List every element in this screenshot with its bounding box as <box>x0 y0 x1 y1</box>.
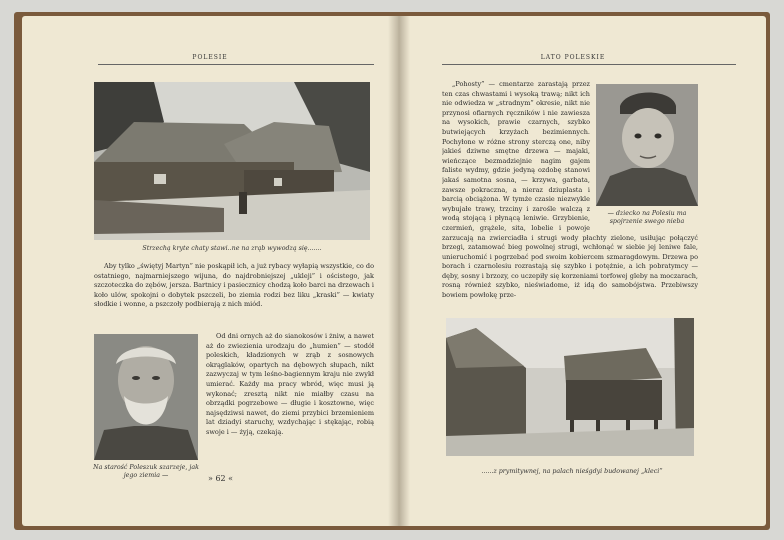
portrait-text-wrap-spacer <box>590 80 698 226</box>
right-paragraph-1 <box>442 80 698 316</box>
left-paragraph-2: Od dni ornych aż do sianokosów i żniw, a nawet aż do zwiezienia urodzaju do „humien” — stodół poleskich, kładzionych w zrąb z sosnowych okrąglaków, opartych na dębowych słupach, nikt zazwyczaj w tym leśno-bagiennym kraju nie zwykł umierać. Każdy ma pracy wbród, więc musi ją wykonać; zresztą nikt nie miałby czasu na obrządki pogrzebowe — długie i kosztowne, więc najsędziwsi nawet, do ziemi przybici brzemieniem lat dziadyi staruchy, wzdychając i stękając, robią swoje i — żyją, czekają. <box>206 332 374 436</box>
page-number: » 62 « <box>208 474 234 483</box>
old-man-portrait-caption: Na starość Poleszuk szarzeje, jak jego ziemia — <box>93 464 199 479</box>
book-gutter <box>388 16 410 526</box>
huts-on-stilts-photo <box>446 318 694 456</box>
left-header-rule <box>98 64 374 65</box>
huts-photo-caption: Strzechą kryte chaty stawi..ne na zrąb wywodzą się....... <box>142 245 322 252</box>
thatched-huts-photo <box>94 82 370 240</box>
left-page <box>22 16 398 526</box>
left-paragraph-1: Aby tylko „świętyj Martyn” nie poskąpił ich, a już rybacy wyłapią wszystkie, co do ostatniego, najmarniejszego wijuna, do najdrobniejszej „ukleji” i ościstego, jak szczoteczka do zębów, jersza. Bartnicy i pasiecznicy chodzą koło barci na drzewach i koło ulów, spokojni o dobytek pszczeli, bo ziemia rodzi bez liku „kraski” — kwiaty słodkie i wonne, a pszczoły podbierają z nich miód. <box>94 262 374 309</box>
old-man-portrait-photo <box>94 334 198 460</box>
child-portrait-caption: — dziecko na Polesiu ma spojrzenie swego nieba <box>607 210 687 225</box>
right-paragraph-1-text: „Pohosty” — cmentarze zarastają przez ten czas chwastami i wysoką trawą; nikt ich nie odwiedza w „stradnym” okresie, nikt nie przynosi ofiarnych ręczników i nie zawiesza na wysokich, prawie czarnych, szybko butwiejących krzyżach bezimiennych. Pochyłone w różne strony sterczą one, niby jakieś dziwne smętne drzewa — majaki, wieńczące bezmadziejnie nagim gajem faliste wydmy, gdzie jedyną ozdobę stanowi jakaś samotna sosna, — krzywa, garbata, zawsze pokraczna, a nieraz dziuplasta i barcią obciążona. W tymże czasie niezwykle wybujałe trawy, trzciny i zarośle walczą z wodą stojącą i płynącą leniwie. Grzybienie, czermień, grążele, sita, lobelie i powoje zarzucają na zwierciadła i strugi wody płachty zielone, usiłując połączyć brzegi, zatamować bieg powolnej strugi, wchłonąć w siebie jej leniwe fale, unieruchomić i pogrzebać pod swoim kobiercem szmaragdowym. Drzewa po borach i czarnolesiu rozrastają się szybko i potężnie, a ich pobratymcy — dęby, sosny i brzozy, co uczepiły się korzeniami torfowej gleby na moczarach, rosną również szybko, nieświadome, iż idą do samobójstwa. Przebiwszy bowiem powłokę prze- <box>442 80 698 300</box>
right-running-head: LATO POLESKIE <box>540 54 606 61</box>
right-page <box>398 16 766 526</box>
huts-on-stilts-caption: ......z prymitywnej, na palach nieśgdyi budowanej „kleci” <box>481 468 663 475</box>
right-header-rule <box>442 64 736 65</box>
left-running-head: POLESIE <box>192 54 228 61</box>
